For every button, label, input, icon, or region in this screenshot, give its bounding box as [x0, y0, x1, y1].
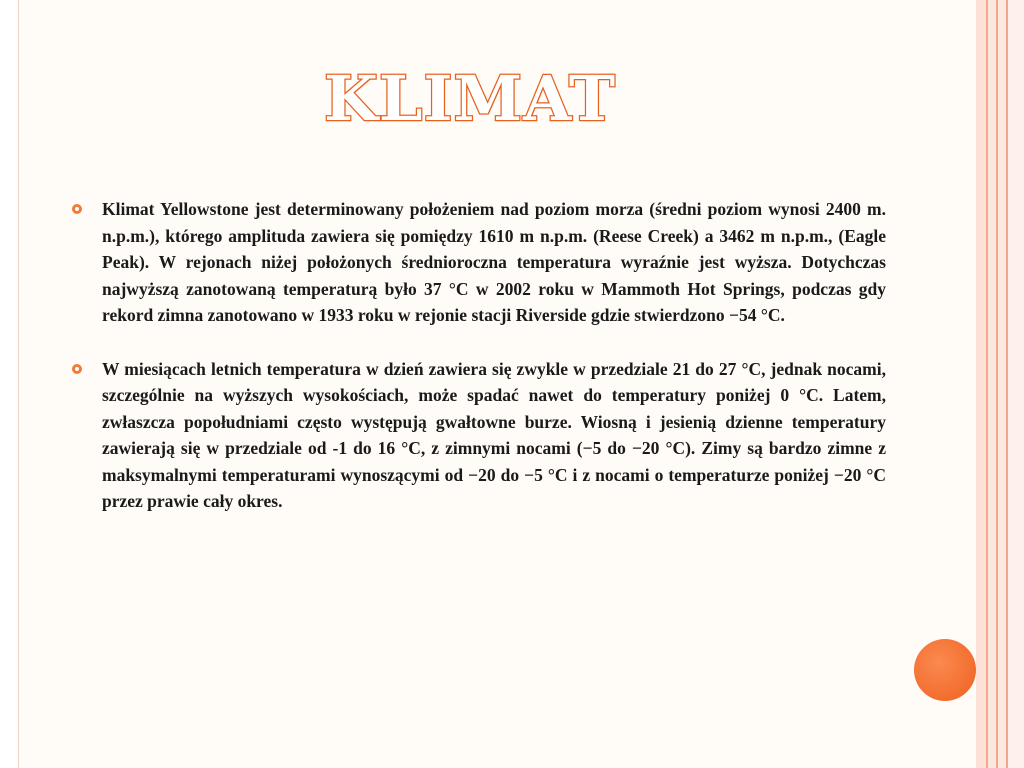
- right-stripe: [976, 0, 986, 768]
- right-stripe: [988, 0, 996, 768]
- bullet-text: W miesiącach letnich temperatura w dzień zawiera się zwykle w przedziale 21 do 27 °C, jednak nocami, szczególnie na wyższych wysokościach, może spadać nawet do temperatury poniżej 0 °C. Latem, zwłaszcza popołudniami często występują gwałtowne burze. Wiosną i jesienią dzienne temperatury zawierają się w przedziale od -1 do 16 °C, z zimnymi nocami (−5 do −20 °C). Zimy są bardzo zimne z maksymalnymi temperaturami wynoszącymi od −20 do −5 °C i z nocami o temperaturze poniżej −20 °C przez prawie cały okres.: [102, 358, 886, 511]
- circle-bullet-icon: [72, 364, 82, 374]
- slide-content: [72, 196, 886, 515]
- right-stripe: [998, 0, 1006, 768]
- slide-title: KLIMAT: [324, 62, 616, 135]
- circle-bullet-icon: [72, 204, 82, 214]
- bullet-text: Klimat Yellowstone jest determinowany położeniem nad poziom morza (średni poziom wynosi 2400 m. n.p.m.), którego amplituda zawiera się pomiędzy 1610 m n.p.m. (Reese Creek) a 3462 m n.p.m., (Eagle Peak). W rejonach niżej położonych średnioroczna temperatura wyraźnie jest wyższa. Dotychczas najwyższą zanotowaną temperaturą było 37 °C w 2002 roku w Mammoth Hot Springs, podczas gdy rekord zimna zanotowano w 1933 roku w rejonie stacji Riverside gdzie stwierdzono −54 °C.: [102, 199, 886, 325]
- bullet-item: [72, 356, 886, 515]
- orange-circle-icon: [914, 639, 976, 701]
- bullet-item: [72, 196, 886, 329]
- right-stripe: [1008, 0, 1024, 768]
